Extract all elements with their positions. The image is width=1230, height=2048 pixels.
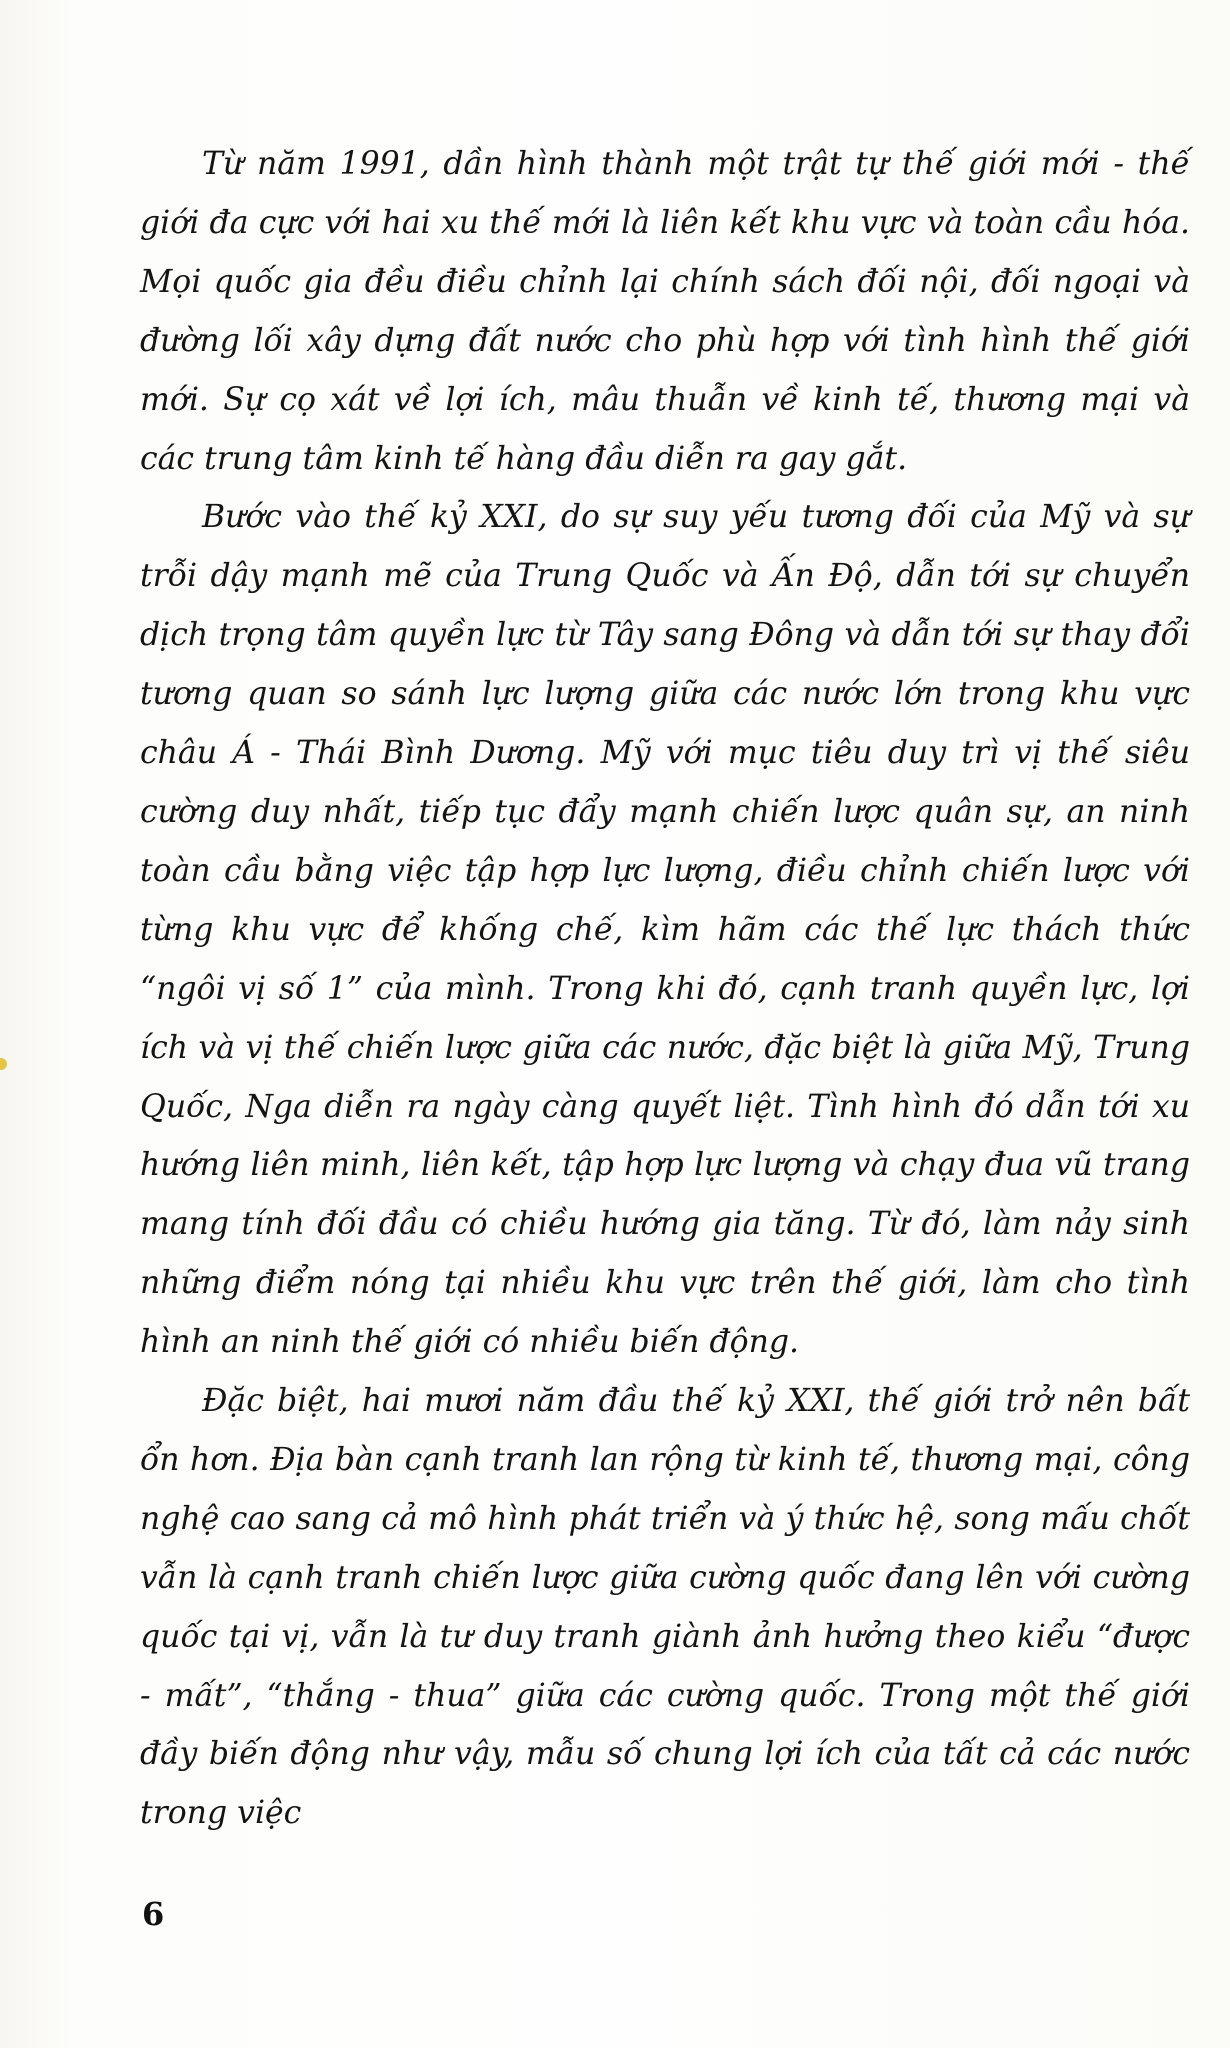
paragraph-3: Đặc biệt, hai mươi năm đầu thế kỷ XXI, thế giới trở nên bất ổn hơn. Địa bàn cạnh tranh lan rộng từ kinh tế, thương mại, công nghệ cao sang cả mô hình phát triển và ý thức hệ, song mấu chốt vẫn là cạnh tranh chiến lược giữa cường quốc đang lên với cường quốc tại vị, vẫn là tư duy tranh giành ảnh hưởng theo kiểu “được - mất”, “thắng - thua” giữa các cường quốc. Trong một thế giới đầy biến động như vậy, mẫu số chung lợi ích của tất cả các nước trong việc xyxy=(140,1383,1190,1832)
body-text xyxy=(140,135,1190,1843)
paragraph-2: Bước vào thế kỷ XXI, do sự suy yếu tương đối của Mỹ và sự trỗi dậy mạnh mẽ của Trung Quốc và Ấn Độ, dẫn tới sự chuyển dịch trọng tâm quyền lực từ Tây sang Đông và dẫn tới sự thay đổi tương quan so sánh lực lượng giữa các nước lớn trong khu vực châu Á - Thái Bình Dương. Mỹ với mục tiêu duy trì vị thế siêu cường duy nhất, tiếp tục đẩy mạnh chiến lược quân sự, an ninh toàn cầu bằng việc tập hợp lực lượng, điều chỉnh chiến lược với từng khu vực để khống chế, kìm hãm các thế lực thách thức “ngôi vị số 1” của mình. Trong khi đó, cạnh tranh quyền lực, lợi ích và vị thế chiến lược giữa các nước, đặc biệt là giữa Mỹ, Trung Quốc, Nga diễn ra ngày càng quyết liệt. Tình hình đó dẫn tới xu hướng liên minh, liên kết, tập hợp lực lượng và chạy đua vũ trang mang tính đối đầu có chiều hướng gia tăng. Từ đó, làm nảy sinh những điểm nóng tại nhiều khu vực trên thế giới, làm cho tình hình an ninh thế giới có nhiều biến động. xyxy=(140,499,1190,1361)
page-number: 6 xyxy=(142,1895,165,1933)
edge-mark xyxy=(0,1058,7,1070)
paragraph-1: Từ năm 1991, dần hình thành một trật tự thế giới mới - thế giới đa cực với hai xu thế mới là liên kết khu vực và toàn cầu hóa. Mọi quốc gia đều điều chỉnh lại chính sách đối nội, đối ngoại và đường lối xây dựng đất nước cho phù hợp với tình hình thế giới mới. Sự cọ xát về lợi ích, mâu thuẫn về kinh tế, thương mại và các trung tâm kinh tế hàng đầu diễn ra gay gắt. xyxy=(140,146,1190,477)
